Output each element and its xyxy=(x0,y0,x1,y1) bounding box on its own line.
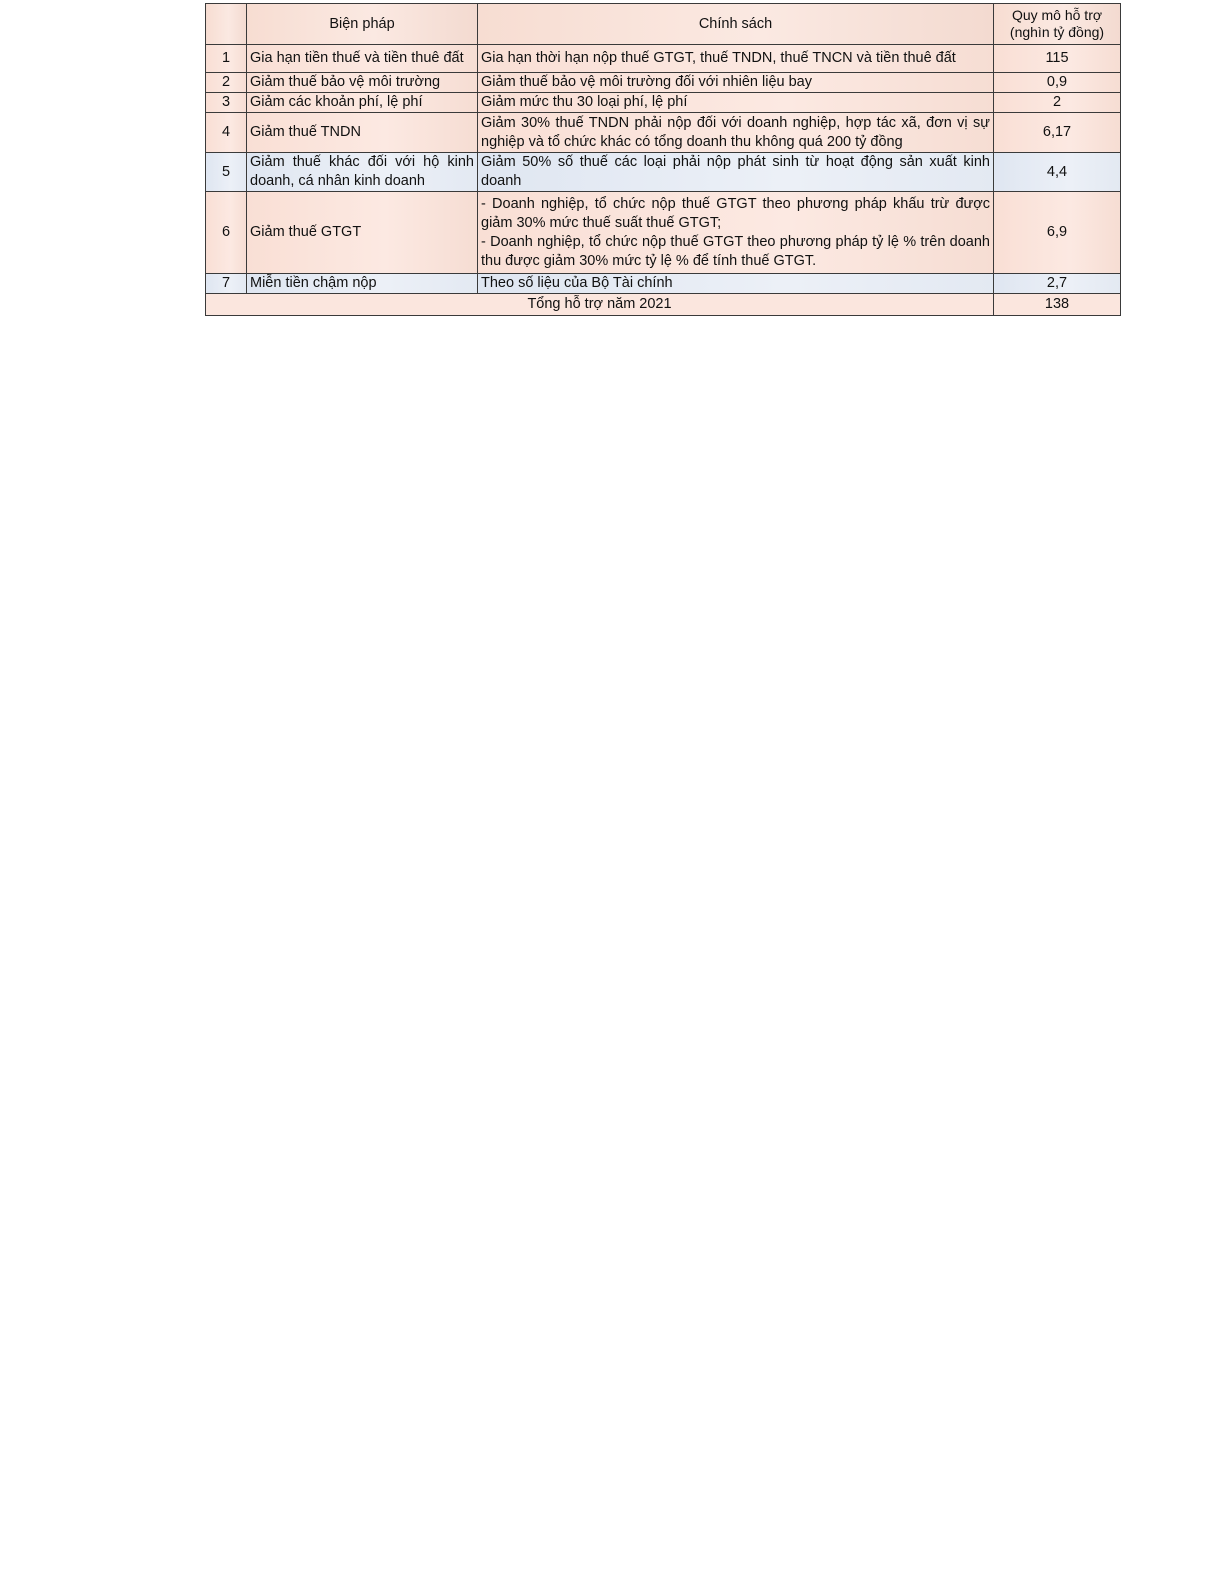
header-amount-line1: Quy mô hỗ trợ xyxy=(1011,7,1103,23)
row-measure: Miễn tiền chậm nộp xyxy=(247,274,478,294)
row-measure: Giảm các khoản phí, lệ phí xyxy=(247,93,478,113)
row-measure: Giảm thuế bảo vệ môi trường xyxy=(247,73,478,93)
table-row xyxy=(206,93,1121,113)
table-row xyxy=(206,153,1121,192)
row-policy: Theo số liệu của Bộ Tài chính xyxy=(478,274,994,294)
table-row xyxy=(206,274,1121,294)
row-amount: 4,4 xyxy=(994,153,1121,192)
row-amount: 0,9 xyxy=(994,73,1121,93)
total-row xyxy=(206,294,1121,316)
row-measure: Giảm thuế TNDN xyxy=(247,113,478,153)
row-measure: Giảm thuế khác đối với hộ kinh doanh, cá nhân kinh doanh xyxy=(247,153,478,192)
row-amount: 2 xyxy=(994,93,1121,113)
policy-line: - Doanh nghiệp, tổ chức nộp thuế GTGT theo phương pháp tỷ lệ % trên doanh thu được giảm 30% mức tỷ lệ % để tính thuế GTGT. xyxy=(481,233,990,269)
table-row xyxy=(206,113,1121,153)
row-amount: 2,7 xyxy=(994,274,1121,294)
row-index: 5 xyxy=(206,153,247,192)
row-index: 3 xyxy=(206,93,247,113)
total-amount: 138 xyxy=(994,294,1121,316)
header-policy: Chính sách xyxy=(478,4,994,45)
support-measures-table-container xyxy=(205,3,1120,312)
table-row xyxy=(206,192,1121,274)
row-measure: Gia hạn tiền thuế và tiền thuê đất xyxy=(247,45,478,73)
table-row xyxy=(206,45,1121,73)
row-index: 1 xyxy=(206,45,247,73)
header-index xyxy=(206,4,247,45)
table-row xyxy=(206,73,1121,93)
support-measures-table xyxy=(205,3,1121,316)
row-policy xyxy=(478,192,994,274)
header-amount xyxy=(994,4,1121,45)
row-policy: Giảm 30% thuế TNDN phải nộp đối với doanh nghiệp, hợp tác xã, đơn vị sự nghiệp và tổ chức khác có tổng doanh thu không quá 200 tỷ đồng xyxy=(478,113,994,153)
row-amount: 115 xyxy=(994,45,1121,73)
policy-line: - Doanh nghiệp, tổ chức nộp thuế GTGT theo phương pháp khấu trừ được giảm 30% mức thuế suất thuế GTGT; xyxy=(481,195,990,231)
header-measure: Biện pháp xyxy=(247,4,478,45)
row-amount: 6,17 xyxy=(994,113,1121,153)
row-index: 6 xyxy=(206,192,247,274)
row-index: 7 xyxy=(206,274,247,294)
row-index: 2 xyxy=(206,73,247,93)
row-policy: Giảm 50% số thuế các loại phải nộp phát sinh từ hoạt động sản xuất kinh doanh xyxy=(478,153,994,192)
row-policy: Giảm mức thu 30 loại phí, lệ phí xyxy=(478,93,994,113)
total-label: Tổng hỗ trợ năm 2021 xyxy=(206,294,994,316)
header-amount-line2: (nghìn tỷ đồng) xyxy=(1009,24,1105,40)
row-policy: Gia hạn thời hạn nộp thuế GTGT, thuế TNDN, thuế TNCN và tiền thuê đất xyxy=(478,45,994,73)
row-index: 4 xyxy=(206,113,247,153)
row-measure: Giảm thuế GTGT xyxy=(247,192,478,274)
row-amount: 6,9 xyxy=(994,192,1121,274)
row-policy: Giảm thuế bảo vệ môi trường đối với nhiên liệu bay xyxy=(478,73,994,93)
table-header-row xyxy=(206,4,1121,45)
